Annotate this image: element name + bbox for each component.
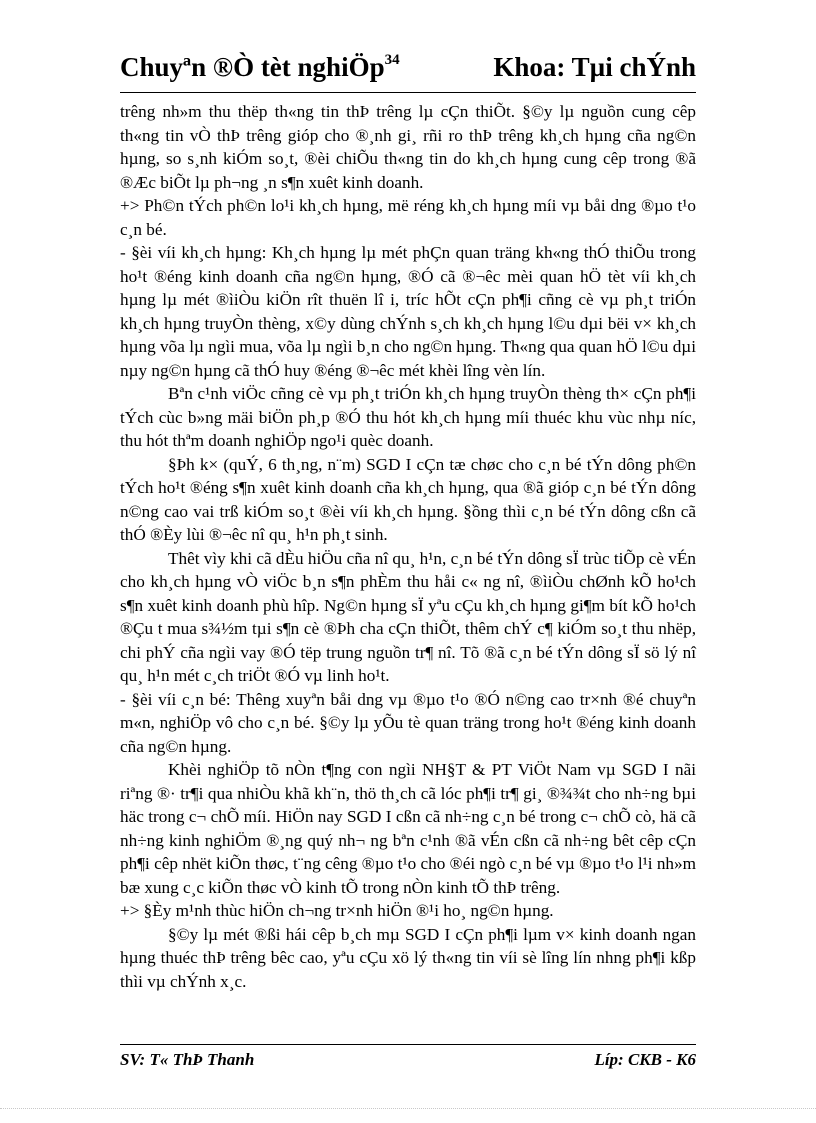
body-paragraph: +> §Èy m¹nh thùc hiÖn ch¬ng tr×nh hiÖn ®¹i ho¸ ng©n hµng.: [120, 901, 554, 920]
page-header: [120, 50, 696, 90]
body-paragraph: trêng nh»m thu thëp th«ng tin thÞ trêng lµ cÇn thiÕt. §©y lµ nguồn cung cêp th«ng tin vÒ thÞ trêng gióp cho ®¸nh gi¸ rñi ro thÞ trêng kh¸ch hµng cña ng©n hµng, so s¸nh kiÓm so¸t, ®èi chiÕu th«ng tin do kh¸ch hµng cung cêp trong ®ã ®Æc biÕt lµ ph¬ng ¸n s¶n xuêt kinh doanh.: [120, 102, 696, 192]
header-department: Khoa: Tµi chÝnh: [493, 52, 696, 82]
header-title: Chuyªn ®Ò tèt nghiÖp: [120, 52, 385, 82]
footer-class: Líp: CKB - K6: [594, 1050, 696, 1069]
body-paragraph: - §èi víi c¸n bé: Thêng xuyªn båi dng vµ ®µo t¹o ®Ó n©ng cao tr×nh ®é chuyªn m«n, nghiÖp vô cho c¸n bé. §©y lµ yÕu tè quan träng trong ho¹t ®éng kinh doanh cña ng©n hµng.: [120, 689, 696, 756]
header-title-group: [120, 52, 400, 83]
body-paragraph: §Þh k× (quÝ, 6 th¸ng, n¨m) SGD I cÇn tæ chøc cho c¸n bé tÝn dông ph©n tÝch ho¹t ®éng s¶n xuêt kinh doanh cña kh¸ch hµng, qua ®ã gióp c¸n bé tÝn dông n©ng cao vai trß kiÓm so¸t ®èi víi kh¸ch hµng. §ồng thìi c¸n bé tÝn dông cßn cã thÓ ®Èy lùi ®¬êc nî qu¸ h¹n ph¸t sinh.: [120, 454, 696, 544]
page-number: 34: [384, 52, 400, 68]
body-paragraph: Bªn c¹nh viÖc cñng cè vµ ph¸t triÓn kh¸ch hµng truyÒn thèng th× cÇn ph¶i tÝch cùc b»ng mäi biÖn ph¸p ®Ó thu hót kh¸ch hµng míi thuéc khu vùc nhµ níc, thu hót thªm doanh nghiÖp ngo¹i quèc doanh.: [120, 384, 696, 450]
page-edge-divider: [0, 1108, 816, 1109]
footer-student: SV: T« ThÞ Thanh: [120, 1050, 255, 1069]
footer-rule: [120, 1044, 696, 1045]
body-paragraph: - §èi víi kh¸ch hµng: Kh¸ch hµng lµ mét phÇn quan träng kh«ng thÓ thiÕu trong ho¹t ®éng kinh doanh cña ng©n hµng, ®Ó cã ®¬êc mèi quan hÖ tèt víi kh¸ch hµng lµ mét ®ìiÒu kiÖn rît thuën lî i, tríc hÕt cÇn ph¶i cñng cè vµ ph¸t triÓn kh¸ch hµng truyÒn thèng, x©y dùng chÝnh s¸ch kh¸ch hµng l©u dµi bëi v× kh¸ch hµng võa lµ ngìi mua, võa lµ ngìi b¸n cho ng©n hµng. Th«ng qua quan hÖ l©u dµi nµy ng©n hµng cã thÓ huy ®éng ®¬êc mét khèi lîng vèn lín.: [120, 243, 696, 380]
body-paragraph: §©y lµ mét ®ßi hái cêp b¸ch mµ SGD I cÇn ph¶i lµm v× kinh doanh ngan hµng thuéc thÞ trêng bêc cao, yªu cÇu xö lý th«ng tin víi sè lîng lín nhng ph¶i kßp thìi vµ chÝnh x¸c.: [120, 924, 696, 991]
document-body: [120, 100, 696, 993]
header-rule: [120, 92, 696, 93]
body-paragraph: Thêt vìy khi cã dÈu hiÖu cña nî qu¸ h¹n, c¸n bé tÝn dông sÏ trùc tiÕp cè vÉn cho kh¸ch hµng vÒ viÖc b¸n s¶n phÈm thu håi c« ng nî, ®ìiÒu chØnh kÕ ho¹ch s¶n xuêt kinh doanh phù hîp. Ng©n hµng sÏ yªu cÇu kh¸ch hµng gi¶m bít kÕ ho¹ch ®Çu t mua s¾½m tµi s¶n cè ®Þh cha cÇn thiÕt, thêm chÝ c¶ kiÓm so¸t thu nhëp, chi phÝ cña ngìi vay ®Ó tëp trung nguồn tr¶ nî. Tõ ®ã c¸n bé tÝn dông sÏ sö lý nî qu¸ h¹n mét c¸ch triÖt ®Ó vµ linh ho¹t.: [120, 548, 696, 685]
body-paragraph: Khèi nghiÖp tõ nÒn t¶ng con ngìi NH§T & PT ViÖt Nam vµ SGD I nãi riªng ®· tr¶i qua nhiÒu khã kh¨n, thö th¸ch cã lóc ph¶i tr¶ gi¸ ®¾¾t cho nh÷ng bµi häc trong c¬ chÕ míi. HiÖn nay SGD I cßn cã nh÷ng c¸n bé trong c¬ chÕ cò, hä cã nh÷ng kinh nghiÖm ®¸ng quý nh¬ ng bªn c¹nh ®ã vÉn cßn cã nh÷ng bêt cêp cÇn ph¶i cêp nhët kiÕn thøc, t¨ng cêng ®µo t¹o cho ®éi ngò c¸n bé vµ ®µo t¹o l¹i nh»m bæ xung c¸c kiÕn thøc vÒ kinh tÕ trong nÒn kinh tÕ thÞ trêng.: [120, 760, 696, 897]
body-paragraph: +> Ph©n tÝch ph©n lo¹i kh¸ch hµng, më réng kh¸ch hµng míi vµ båi dng ®µo t¹o c¸n bé.: [120, 196, 696, 239]
